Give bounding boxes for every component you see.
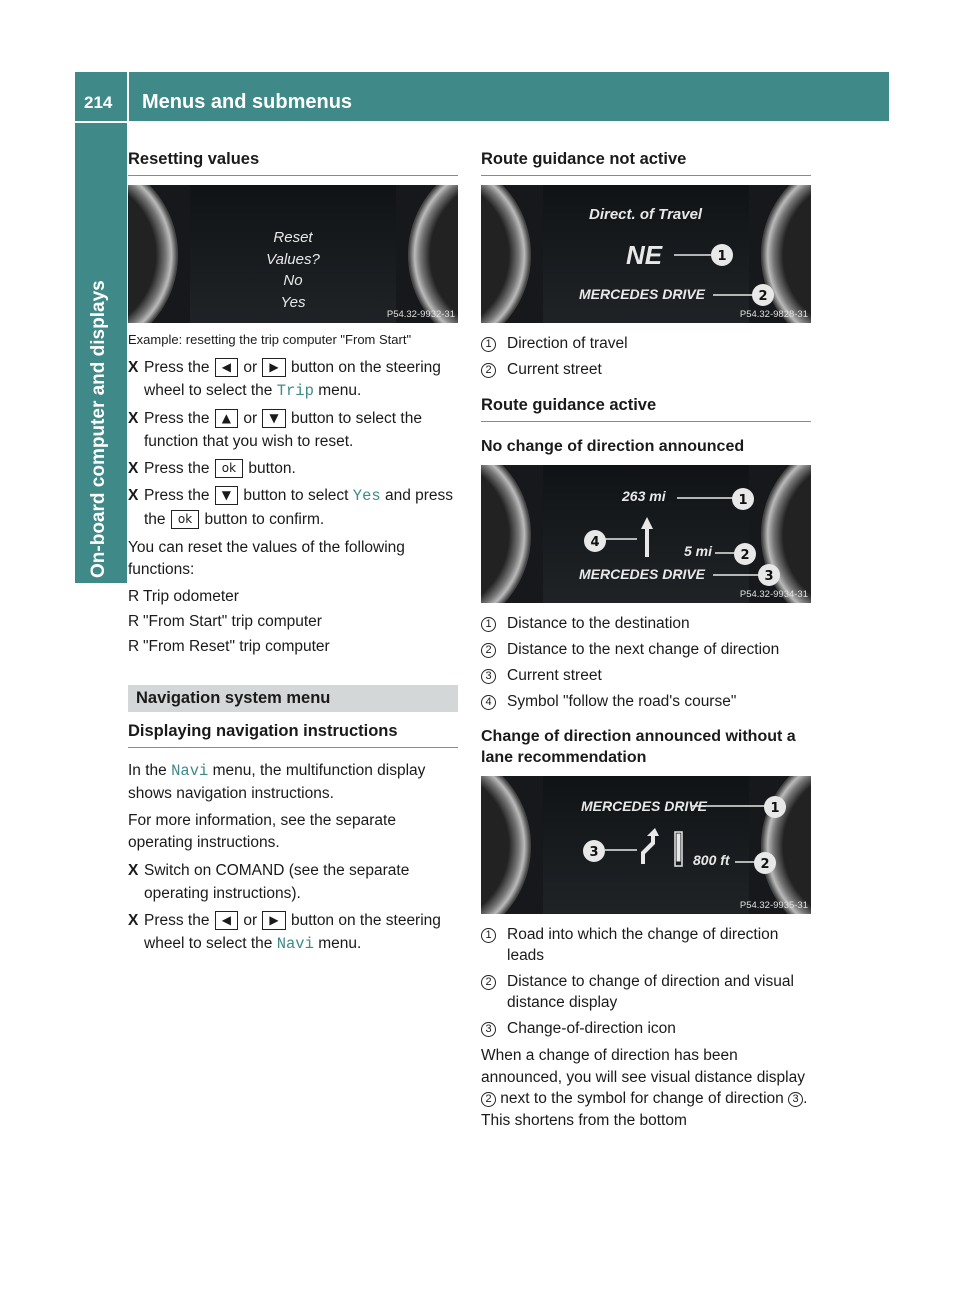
step: X Switch on COMAND (see the separate operating instructions). [128, 862, 410, 902]
right-arrow-key: ▶ [262, 911, 285, 930]
section-band: Navigation system menu [128, 685, 458, 712]
ok-key: ok [171, 510, 199, 529]
page-number: 214 [84, 93, 113, 112]
chapter-title: Menus and submenus [142, 91, 353, 113]
image-ref: P54.32-9934-31 [739, 589, 808, 600]
ok-key: ok [215, 459, 243, 478]
turn-arrow-icon [641, 828, 659, 864]
reset-heading: Resetting values [128, 150, 458, 176]
reset-display-image [128, 185, 458, 323]
step: X Press the ▼ button to select Yes and press the ok button to confirm. [128, 487, 454, 528]
down-arrow-key: ▼ [215, 486, 238, 505]
paragraph: In the Navi menu, the multifunction display shows navigation instructions. [128, 762, 426, 802]
image-caption: Example: resetting the trip computer "From Start" [128, 332, 412, 347]
svg-text:1: 1 [770, 801, 780, 816]
rg-active-heading: Route guidance active [481, 396, 811, 422]
left-arrow-key: ◀ [215, 911, 238, 930]
legend-item: 2 Distance to the next change of direction [481, 639, 811, 660]
display-line: No [283, 272, 303, 289]
list-item: R Trip odometer [128, 588, 239, 605]
legend-item: 4 Symbol "follow the road's course" [481, 691, 811, 712]
step: X Press the ok button. [128, 460, 296, 477]
paragraph: When a change of direction has been announced, you will see visual distance display 2 next to the symbol for change of direction 3 . This shortens from the bottom [481, 1047, 808, 1129]
change-heading: Change of direction announced without a lane recommendation [481, 728, 796, 766]
display-line: Reset [273, 229, 313, 246]
image-ref: P54.32-9935-31 [739, 900, 808, 911]
callout-2: 2 [758, 289, 768, 304]
svg-text:2: 2 [740, 548, 750, 563]
callout-1: 1 [717, 249, 727, 264]
callout-lines [481, 185, 811, 323]
paragraph: You can reset the values of the following functions: [128, 539, 405, 578]
svg-text:3: 3 [764, 569, 774, 584]
change-display-image: MERCEDES DRIVE 800 ft 1 3 2 P54.32-9935-31 [481, 776, 811, 914]
image-ref: P54.32-9828-31 [739, 309, 808, 320]
image-ref: P54.32-9932-31 [386, 309, 455, 320]
callout-lines [481, 776, 811, 914]
list-item: R "From Start" trip computer [128, 613, 322, 630]
right-arrow-key: ▶ [262, 358, 285, 377]
page-number-box [75, 72, 127, 121]
step: X Press the ▲ or ▼ button to select the function that you wish to reset. [128, 410, 422, 450]
step: X Press the ◀ or ▶ button on the steering wheel to select the Trip menu. [128, 359, 441, 400]
legend-item: 2 Current street [481, 359, 811, 380]
side-tab-label: On-board computer and displays [88, 280, 109, 578]
list-item: R "From Reset" trip computer [128, 638, 330, 655]
legend-item: 1 Distance to the destination [481, 613, 811, 634]
direction-display-image: Direct. of Travel NE MERCEDES DRIVE 1 2 P54.32-9828-31 [481, 185, 811, 323]
legend-item: 2 Distance to change of direction and visual distance display [481, 971, 811, 1013]
no-change-display-image: 263 mi 5 mi MERCEDES DRIVE 4 1 2 3 P54.32-9934-31 [481, 465, 811, 603]
down-arrow-key: ▼ [262, 409, 285, 428]
chapter-header [129, 72, 889, 121]
legend-item: 1 Direction of travel [481, 333, 811, 354]
svg-text:2: 2 [760, 857, 770, 872]
nav-heading: Displaying navigation instructions [128, 722, 458, 748]
side-tab [75, 123, 127, 583]
svg-text:1: 1 [738, 493, 748, 508]
svg-text:3: 3 [589, 845, 599, 860]
straight-arrow-icon [641, 517, 653, 557]
no-change-heading: No change of direction announced [481, 438, 745, 455]
svg-text:4: 4 [590, 535, 600, 550]
left-column [128, 150, 458, 960]
legend-item: 1 Road into which the change of direction leads [481, 924, 811, 966]
display-line: Values? [266, 250, 320, 268]
left-arrow-key: ◀ [215, 358, 238, 377]
display-line: Yes [280, 293, 306, 311]
right-column [481, 150, 811, 1137]
step: X Press the ◀ or ▶ button on the steering wheel to select the Navi menu. [128, 912, 441, 953]
callout-lines [481, 465, 811, 603]
rg-not-active-heading: Route guidance not active [481, 150, 811, 176]
legend-item: 3 Current street [481, 665, 811, 686]
legend-item: 3 Change-of-direction icon [481, 1018, 811, 1039]
paragraph: For more information, see the separate operating instructions. [128, 812, 396, 851]
up-arrow-key: ▲ [215, 409, 238, 428]
